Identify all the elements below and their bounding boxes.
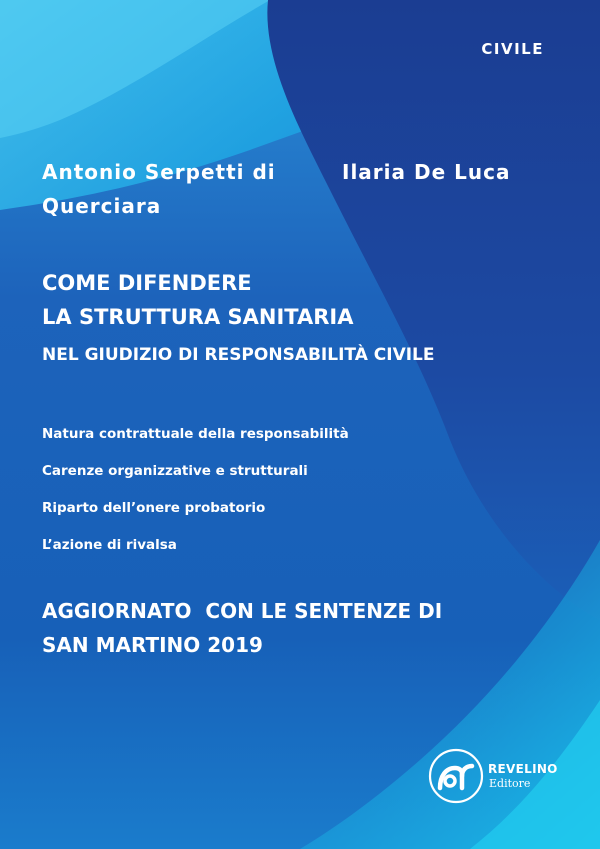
series-label: CIVILE xyxy=(481,40,544,58)
author-name: Ilaria De Luca xyxy=(342,160,511,184)
revelino-logo-icon xyxy=(428,748,484,804)
publisher-block xyxy=(428,748,568,804)
update-note-line: AGGIORNATO CON LE SENTENZE DI xyxy=(42,599,443,623)
topic-item: Natura contrattuale della responsabilità xyxy=(42,426,349,442)
author-name: Antonio Serpetti di Querciara xyxy=(42,160,276,218)
update-note-line: SAN MARTINO 2019 xyxy=(42,633,263,657)
publisher-name: REVELINO xyxy=(488,762,558,776)
publisher-subtitle: Editore xyxy=(489,777,531,790)
book-subtitle: NEL GIUDIZIO DI RESPONSABILITÀ CIVILE xyxy=(42,345,435,365)
book-title-line: COME DIFENDERE xyxy=(42,271,252,295)
topic-item: Carenze organizzative e strutturali xyxy=(42,463,308,479)
topic-list xyxy=(42,424,349,572)
update-note xyxy=(42,594,442,662)
book-title-line: LA STRUTTURA SANITARIA xyxy=(42,305,354,329)
topic-item: L’azione di rivalsa xyxy=(42,537,177,553)
book-title xyxy=(42,266,353,334)
topic-item: Riparto dell’onere probatorio xyxy=(42,500,266,516)
